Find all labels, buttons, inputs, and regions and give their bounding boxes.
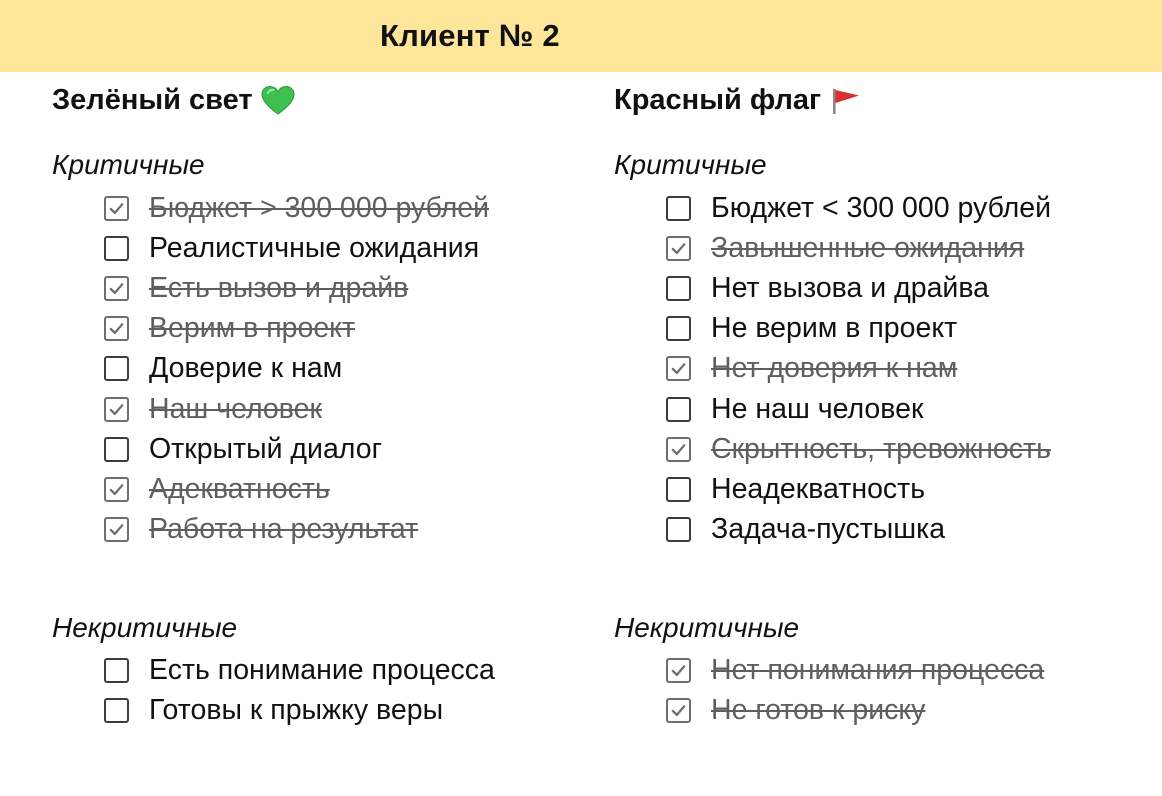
checkmark-icon [107, 319, 126, 338]
checklist-item [666, 228, 1146, 268]
checklist-item-label: Доверие к нам [149, 352, 343, 385]
checkmark-icon [107, 279, 126, 298]
checklist-item [104, 349, 584, 389]
checkbox-unchecked[interactable] [666, 517, 691, 542]
red-flag-title [614, 84, 863, 117]
checklist-item [666, 309, 1146, 349]
checklist-item-label: Задача-пустышка [711, 513, 946, 546]
red-critical-list [666, 188, 1146, 550]
checkbox-checked[interactable] [666, 658, 691, 683]
checklist-item [104, 228, 584, 268]
green-noncritical-list [104, 650, 584, 730]
green-critical-list [104, 188, 584, 550]
checklist-item-label: Бюджет > 300 000 рублей [149, 191, 490, 224]
checklist-item-label: Реалистичные ожидания [149, 231, 480, 264]
checklist-item [666, 188, 1146, 228]
checkbox-unchecked[interactable] [104, 698, 129, 723]
checkbox-checked[interactable] [666, 698, 691, 723]
checklist-item-label: Нет доверия к нам [711, 352, 958, 385]
checkbox-unchecked[interactable] [104, 236, 129, 261]
checklist-item [666, 389, 1146, 429]
checkbox-unchecked[interactable] [666, 397, 691, 422]
red-flag-title-text: Красный флаг [614, 84, 822, 116]
checklist-item [666, 690, 1146, 730]
green-light-title-text: Зелёный свет [52, 84, 253, 116]
checkbox-unchecked[interactable] [104, 437, 129, 462]
checklist-item [666, 268, 1146, 308]
checklist-item [104, 268, 584, 308]
checkmark-icon [669, 701, 688, 720]
checkbox-checked[interactable] [104, 397, 129, 422]
checklist-item-label: Не готов к риску [711, 693, 926, 726]
checklist-item [104, 309, 584, 349]
checklist-item [104, 469, 584, 509]
checklist-item [666, 650, 1146, 690]
checklist-item-label: Не наш человек [711, 392, 924, 425]
checklist-item-label: Нет вызова и драйва [711, 271, 990, 304]
checkbox-checked[interactable] [104, 517, 129, 542]
checklist-item [666, 349, 1146, 389]
checklist-item-label: Есть понимание процесса [149, 653, 495, 686]
red-critical-label: Критичные [614, 149, 767, 180]
checkmark-icon [107, 199, 126, 218]
checkmark-icon [669, 239, 688, 258]
checkbox-unchecked[interactable] [666, 316, 691, 341]
checklist-item-label: Завышенные ожидания [711, 231, 1025, 264]
checkbox-checked[interactable] [666, 437, 691, 462]
checkbox-checked[interactable] [104, 196, 129, 221]
checklist-item [104, 650, 584, 690]
checklist-item [104, 389, 584, 429]
checklist-item-label: Есть вызов и драйв [149, 271, 409, 304]
checkmark-icon [669, 440, 688, 459]
checkmark-icon [107, 480, 126, 499]
checklist-item-label: Готовы к прыжку веры [149, 693, 444, 726]
checkbox-unchecked[interactable] [104, 356, 129, 381]
checklist-item [666, 510, 1146, 550]
checklist-item-label: Наш человек [149, 392, 322, 425]
checklist-item-label: Верим в проект [149, 312, 356, 345]
checkmark-icon [669, 661, 688, 680]
checkmark-icon [669, 359, 688, 378]
checkbox-unchecked[interactable] [666, 477, 691, 502]
checklist-item-label: Нет понимания процесса [711, 653, 1045, 686]
green-critical-label: Критичные [52, 149, 205, 180]
checklist-item-label: Работа на результат [149, 513, 419, 546]
green-heart-icon [261, 85, 295, 117]
red-noncritical-list [666, 650, 1146, 730]
checkbox-checked[interactable] [104, 477, 129, 502]
checkbox-checked[interactable] [666, 356, 691, 381]
checklist-item [104, 188, 584, 228]
checkbox-checked[interactable] [666, 236, 691, 261]
checkbox-unchecked[interactable] [666, 276, 691, 301]
red-flag-icon [829, 86, 863, 116]
checklist-item-label: Бюджет < 300 000 рублей [711, 191, 1052, 224]
red-noncritical-label: Некритичные [614, 612, 800, 643]
checklist-item-label: Открытый диалог [149, 432, 382, 465]
checklist-item [666, 429, 1146, 469]
checklist-item [104, 510, 584, 550]
header-bar [0, 0, 1162, 72]
checkmark-icon [107, 400, 126, 419]
green-noncritical-label: Некритичные [52, 612, 238, 643]
page-title: Клиент № 2 [380, 18, 560, 53]
checkmark-icon [107, 520, 126, 539]
green-light-title [52, 84, 295, 117]
checkbox-checked[interactable] [104, 316, 129, 341]
checkbox-checked[interactable] [104, 276, 129, 301]
checklist-item [104, 690, 584, 730]
checkbox-unchecked[interactable] [104, 658, 129, 683]
checklist-item [104, 429, 584, 469]
checklist-item-label: Адекватность [149, 472, 330, 505]
checkbox-unchecked[interactable] [666, 196, 691, 221]
checklist-item-label: Скрытность, тревожность [711, 432, 1051, 465]
checklist-item-label: Не верим в проект [711, 312, 958, 345]
checklist-item-label: Неадекватность [711, 472, 926, 505]
checklist-item [666, 469, 1146, 509]
